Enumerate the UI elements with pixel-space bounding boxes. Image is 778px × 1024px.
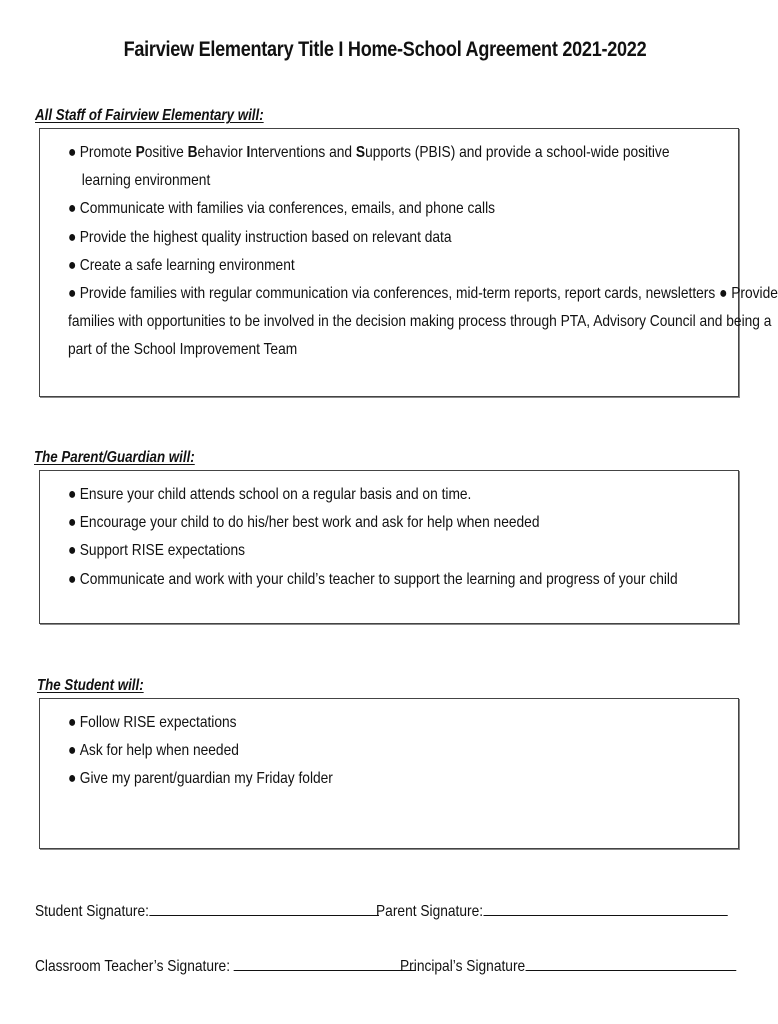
bullet-icon: ● [68,570,77,588]
pbis-text: nterventions and [250,144,356,161]
staff-item [68,195,722,223]
staff-box [39,128,778,397]
bullet-icon: ● [719,285,728,303]
staff-item-text: Communicate with families via conferences, emails, and phone calls [79,200,496,218]
staff-item [68,224,722,252]
parent-item-text: Encourage your child to do his/her best work and ask for help when needed [79,514,540,532]
parent-signature-row [376,901,727,921]
bullet-icon: ● [68,228,77,246]
staff-list [68,139,778,365]
staff-heading: All Staff of Fairview Elementary will: [35,107,264,124]
staff-item [68,252,722,280]
pbis-text: upports (PBIS) and provide a school-wide positive [365,144,670,161]
student-list [68,709,722,794]
bullet-icon: ● [68,200,77,218]
teacher-signature-label: Classroom Teacher’s Signature: [35,958,234,975]
teacher-signature-line[interactable] [234,956,416,971]
staff-item-text: Create a safe learning environment [79,256,295,274]
principal-signature-line[interactable] [525,956,736,971]
student-heading: The Student will: [37,677,144,694]
student-signature-line[interactable] [149,901,379,916]
pbis-letter: P [135,144,145,161]
parent-item [68,509,722,537]
staff-item-pbis-cont: learning environment [81,172,211,190]
page-title: Fairview Elementary Title I Home-School Agreement 2021-2022 [123,38,647,61]
parent-box [39,470,739,624]
bullet-icon: ● [68,742,77,760]
staff-item [68,280,778,308]
pbis-letter: S [355,144,366,161]
staff-item-cont: part of the School Improvement Team [68,341,298,359]
staff-item-pbis [68,139,722,167]
parent-signature-label: Parent Signature: [376,903,484,920]
principal-signature-row [400,956,736,976]
student-box [39,698,739,849]
teacher-signature-row [35,956,416,976]
student-signature-label: Student Signature: [35,903,149,920]
bullet-icon: ● [68,144,77,161]
parent-item [68,566,722,594]
pbis-letter: B [187,144,198,161]
student-item [68,737,722,765]
staff-item-text: Provide [727,285,778,303]
parent-item [68,481,722,509]
staff-item-text: Provide the highest quality instruction based on relevant data [79,228,452,246]
parent-item-text: Communicate and work with your child’s teacher to support the learning and progress of your child [79,570,678,588]
principal-signature-label: Principal’s Signature [400,958,526,975]
pbis-text: ositive [144,144,188,161]
bullet-icon: ● [68,514,77,532]
student-item-text: Follow RISE expectations [79,714,237,731]
pbis-text: ehavior [197,144,247,161]
staff-item-text: Provide families with regular communication via conferences, mid-term reports, report cards, newsletters [79,285,720,303]
pbis-letter: I [246,144,251,161]
student-item [68,709,722,737]
student-item-text: Give my parent/guardian my Friday folder [79,770,333,788]
bullet-icon: ● [68,542,77,560]
parent-list [68,481,722,594]
parent-item [68,537,722,565]
bullet-icon: ● [68,285,77,303]
pbis-text: Promote [79,144,136,161]
bullet-icon: ● [68,770,77,788]
student-item [68,765,722,793]
bullet-icon: ● [68,714,77,731]
student-item-text: Ask for help when needed [79,742,239,760]
bullet-icon: ● [68,256,77,274]
parent-item-text: Support RISE expectations [79,542,245,560]
student-signature-row [35,901,379,921]
staff-item-cont: families with opportunities to be involved in the decision making process through PTA, Advisory Council and being a [68,313,772,331]
parent-signature-line[interactable] [483,901,727,916]
parent-item-text: Ensure your child attends school on a regular basis and on time. [79,486,472,503]
parent-heading: The Parent/Guardian will: [34,449,195,466]
bullet-icon: ● [68,486,77,503]
